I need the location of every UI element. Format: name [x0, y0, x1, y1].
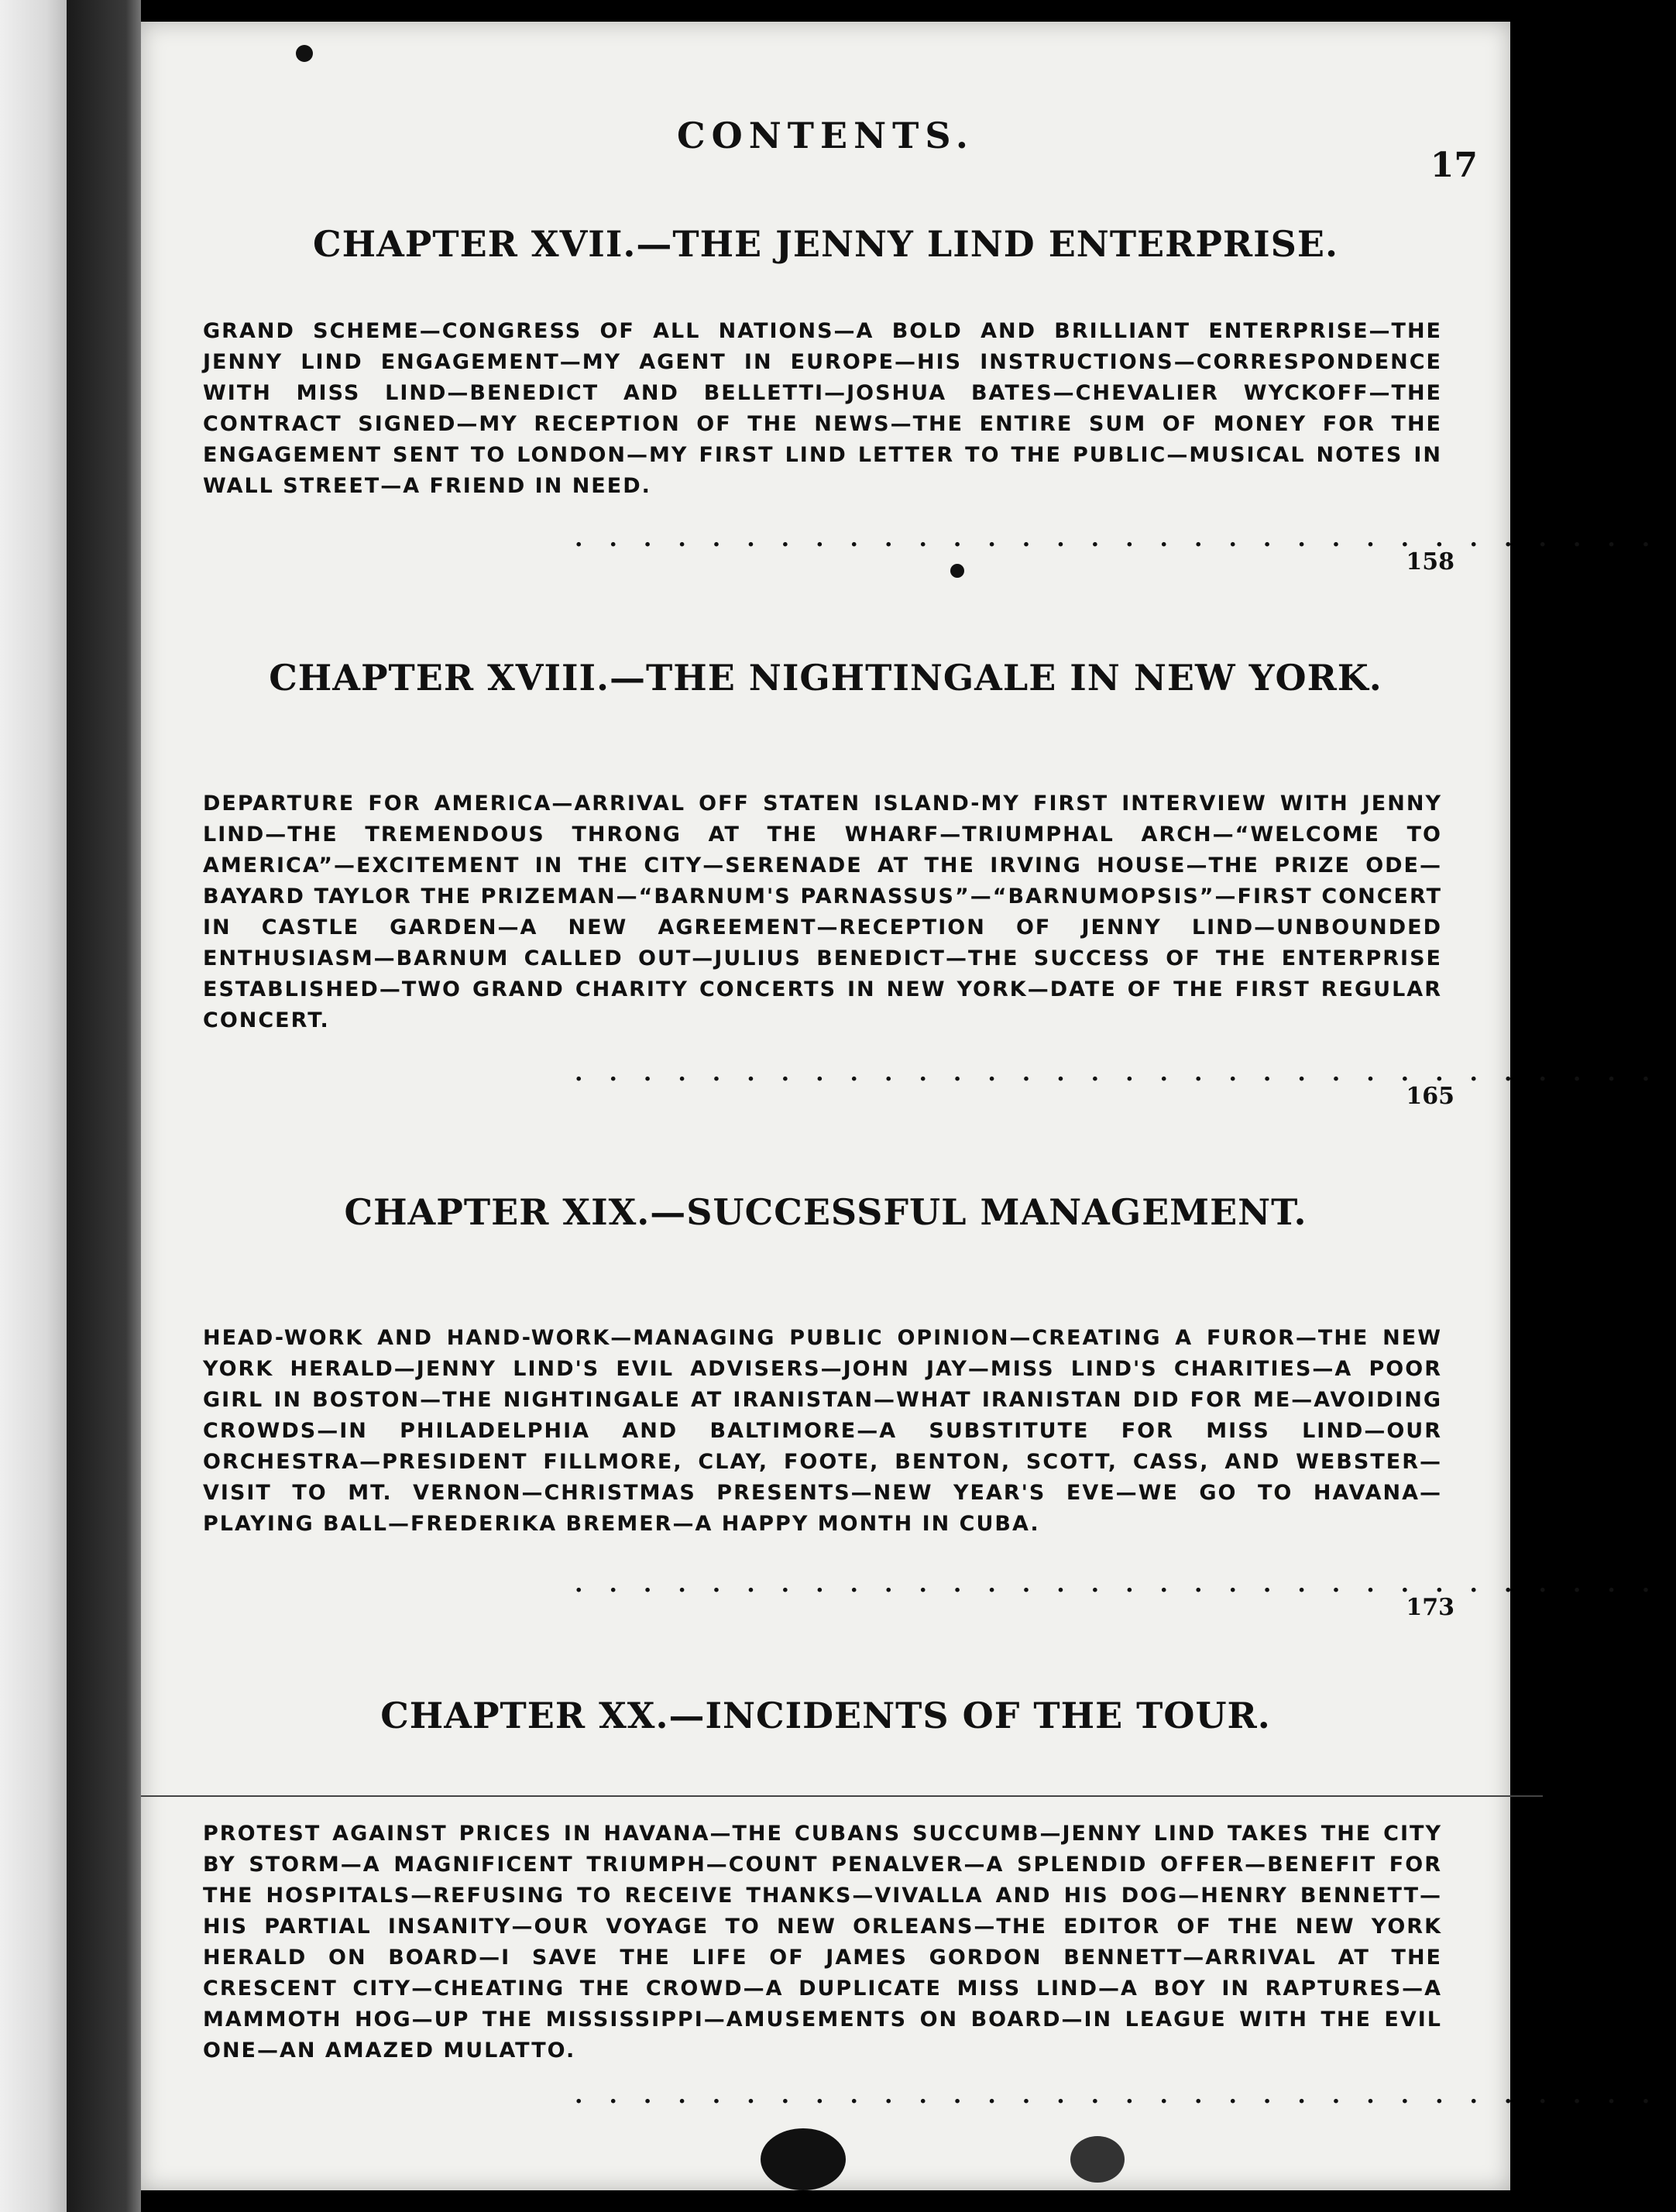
- chapter-xviii-page: 165: [1406, 1083, 1454, 1110]
- ink-blot: [1070, 2136, 1125, 2183]
- page-number: 17: [1430, 146, 1478, 185]
- chapter-xvii-leader: ................................: [575, 525, 1676, 552]
- ink-speck: [950, 564, 964, 578]
- chapter-xx-heading: CHAPTER XX.—INCIDENTS OF THE TOUR.: [380, 1695, 1271, 1736]
- chapter-xviii-summary: DEPARTURE FOR AMERICA—ARRIVAL OFF STATEN ISLAND-MY FIRST INTERVIEW WITH JENNY LIND—THE TREMENDOUS THRONG AT THE WHARF—TRIUMPHAL ARCH—“WELCOME TO AMERICA”—EXCITEMENT IN THE CITY—SERENADE AT THE IRVING HOUSE—THE PRIZE ODE—BAYARD TAYLOR THE PRIZEMAN—“BARNUM'S PARNASSUS”—“BARNUMOPSIS”—FIRST CONCERT IN CASTLE GARDEN—A NEW AGREEMENT—RECEPTION OF JENNY LIND—UNBOUNDED ENTHUSIASM—BARNUM CALLED OUT—JULIUS BENEDICT—THE SUCCESS OF THE ENTERPRISE ESTABLISHED—TWO GRAND CHARITY CONCERTS IN NEW YORK—DATE OF THE FIRST REGULAR CONCERT.: [203, 792, 1442, 1032]
- chapter-xvii-summary: GRAND SCHEME—CONGRESS OF ALL NATIONS—A BOLD AND BRILLIANT ENTERPRISE—THE JENNY LIND ENGAGEMENT—MY AGENT IN EUROPE—HIS INSTRUCTIONS—CORRESPONDENCE WITH MISS LIND—BENEDICT AND BELLETTI—JOSHUA BATES—CHEVALIER WYCKOFF—THE CONTRACT SIGNED—MY RECEPTION OF THE NEWS—THE ENTIRE SUM OF MONEY FOR THE ENGAGEMENT SENT TO LONDON—MY FIRST LIND LETTER TO THE PUBLIC—MUSICAL NOTES IN WALL STREET—A FRIEND IN NEED.: [203, 319, 1442, 498]
- page-title: CONTENTS.: [677, 115, 974, 156]
- chapter-xix-heading: CHAPTER XIX.—SUCCESSFUL MANAGEMENT.: [344, 1191, 1307, 1233]
- chapter-xix-summary: HEAD-WORK AND HAND-WORK—MANAGING PUBLIC OPINION—CREATING A FUROR—THE NEW YORK HERALD—JENNY LIND'S EVIL ADVISERS—JOHN JAY—MISS LIND'S CHARITIES—A POOR GIRL IN BOSTON—THE NIGHTINGALE AT IRANISTAN—WHAT IRANISTAN DID FOR ME—AVOIDING CROWDS—IN PHILADELPHIA AND BALTIMORE—A SUBSTITUTE FOR MISS LIND—OUR ORCHESTRA—PRESIDENT FILLMORE, CLAY, FOOTE, BENTON, SCOTT, CASS, AND WEBSTER—VISIT TO MT. VERNON—CHRISTMAS PRESENTS—NEW YEAR'S EVE—WE GO TO HAVANA—PLAYING BALL—FREDERIKA BREMER—A HAPPY MONTH IN CUBA.: [203, 1326, 1442, 1536]
- chapter-xviii-leader: ................................: [575, 1060, 1676, 1087]
- chapter-xvii-page: 158: [1406, 548, 1454, 575]
- scan-artifact-line: [141, 1795, 1543, 1797]
- chapter-xx-summary: PROTEST AGAINST PRICES IN HAVANA—THE CUBANS SUCCUMB—JENNY LIND TAKES THE CITY BY STORM—A MAGNIFICENT TRIUMPH—COUNT PENALVER—A SPLENDID OFFER—BENEFIT FOR THE HOSPITALS—REFUSING TO RECEIVE THANKS—VIVALLA AND HIS DOG—HENRY BENNETT—HIS PARTIAL INSANITY—OUR VOYAGE TO NEW ORLEANS—THE EDITOR OF THE NEW YORK HERALD ON BOARD—I SAVE THE LIFE OF JAMES GORDON BENNETT—ARRIVAL AT THE CRESCENT CITY—CHEATING THE CROWD—A DUPLICATE MISS LIND—A BOY IN RAPTURES—A MAMMOTH HOG—UP THE MISSISSIPPI—AMUSEMENTS ON BOARD—IN LEAGUE WITH THE EVIL ONE—AN AMAZED MULATTO.: [203, 1822, 1442, 2063]
- ink-blot: [761, 2128, 846, 2190]
- chapter-xvii-heading: CHAPTER XVII.—THE JENNY LIND ENTERPRISE.: [313, 223, 1338, 265]
- chapter-xviii-heading: CHAPTER XVIII.—THE NIGHTINGALE IN NEW YORK.: [269, 657, 1382, 699]
- chapter-xx-leader: ................................: [575, 2082, 1676, 2109]
- chapter-xix-page: 173: [1406, 1594, 1454, 1621]
- contents-page: [141, 22, 1676, 2190]
- book-gutter: [67, 0, 141, 2212]
- previous-page-edge: [0, 0, 67, 2212]
- chapter-xix-leader: ................................: [575, 1571, 1676, 1598]
- ink-speck: [296, 45, 313, 62]
